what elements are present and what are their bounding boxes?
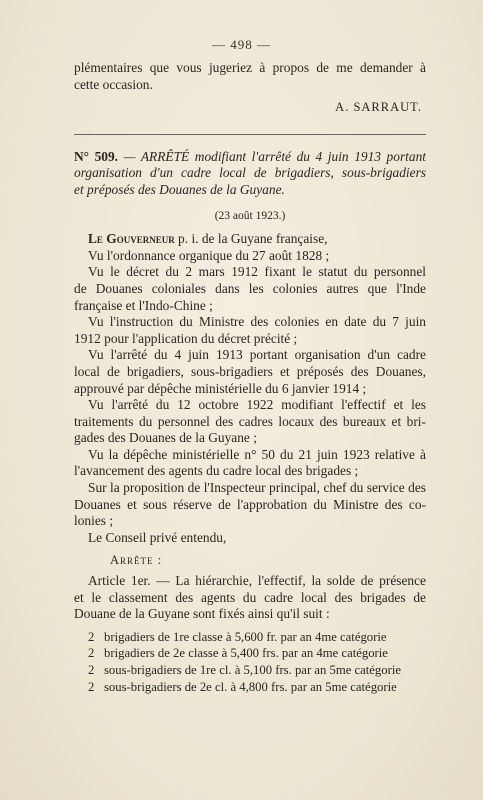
text-line: 1912 pour l'application du décret précité ; [74, 330, 298, 346]
text-line: traitements du personnel des cadres locaux des bureaux et bri- [74, 413, 426, 429]
decree-number: N° 509. [74, 148, 119, 164]
text-line: Douanes et sous réserve de l'approbation du Ministre des co- [74, 496, 426, 512]
text-line: Article 1er. — La hiérarchie, l'effectif, la solde de présence [88, 573, 426, 589]
text-line: Douane de la Guyane sont fixés ainsi qu'il suit : [74, 606, 330, 622]
text-line: Le Conseil privé entendu, [88, 529, 227, 545]
text-line: local de brigadiers, sous-brigadiers et préposés des Douanes, [74, 363, 426, 379]
rank-list [74, 629, 426, 695]
text-line: Vu l'instruction du Ministre des colonies en date du 7 juin [88, 314, 426, 330]
rank-list-item [88, 629, 426, 646]
rank-quantity: 2 [88, 629, 95, 644]
document-body [74, 60, 426, 695]
section-divider [74, 134, 426, 135]
rank-description: sous-brigadiers de 1re cl. à 5,100 frs. par an 5me catégorie [104, 663, 401, 677]
text-line: cette occasion. [74, 76, 153, 92]
text-line: Vu le décret du 2 mars 1912 fixant le statut du personnel [88, 264, 426, 280]
rank-quantity: 2 [88, 679, 95, 694]
text-line: et le classement des agents du cadre local des brigades de [74, 589, 426, 605]
decree-title-line [74, 149, 426, 166]
decree-title-line: organisation d'un cadre local de brigadiers, sous-brigadiers [74, 165, 426, 181]
rank-list-item [88, 662, 426, 679]
governor-text: p. i. de la Guyane française, [174, 231, 328, 247]
rank-list-item [88, 645, 426, 662]
rank-description: brigadiers de 1re classe à 5,600 fr. par an 4me catégorie [104, 629, 387, 644]
decree-title-text: — ARRÊTÉ modifiant l'arrêté du 4 juin 1913 portant [123, 148, 426, 164]
text-line: l'avancement des agents du cadre local des brigades ; [74, 463, 359, 479]
decree-date: (23 août 1923.) [214, 209, 286, 222]
rank-quantity: 2 [88, 663, 95, 677]
rank-list-item [88, 679, 426, 696]
text-line: française et l'Indo-Chine ; [74, 297, 213, 313]
text-line: lonies ; [74, 513, 114, 529]
rank-description: sous-brigadiers de 2e cl. à 4,800 frs. par an 5me catégorie [104, 679, 397, 694]
text-line: approuvé par dépêche ministérielle du 6 janvier 1914 ; [74, 380, 367, 396]
text-line: plémentaires que vous jugeriez à propos de me demander à [74, 60, 426, 75]
governor-label: Le Gouverneur [88, 231, 175, 247]
text-line: Vu l'ordonnance organique du 27 août 1828 ; [88, 247, 330, 263]
signature: A. SARRAUT. [335, 100, 422, 115]
text-line: Vu l'arrêté du 4 juin 1913 portant organisation d'un cadre [88, 347, 426, 363]
rank-description: brigadiers de 2e classe à 5,400 frs. par an 4me catégorie [104, 646, 388, 661]
page-number: — 498 — [212, 37, 271, 52]
text-line: gades des Douanes de la Guyane ; [74, 430, 257, 446]
arrete-heading: Arrête : [110, 553, 163, 568]
text-line: Sur la proposition de l'Inspecteur principal, chef du service des [88, 480, 426, 496]
text-line: Vu l'arrêté du 12 octobre 1922 modifiant l'effectif et les [88, 397, 426, 413]
decree-title-line: et préposés des Douanes de la Guyane. [74, 181, 285, 197]
text-line: Vu la dépêche ministérielle n° 50 du 21 juin 1923 relative à [88, 446, 426, 462]
rank-quantity: 2 [88, 646, 95, 661]
text-line [74, 231, 426, 248]
text-line: de Douanes coloniales dans les colonies autres que l'Inde [74, 280, 426, 296]
